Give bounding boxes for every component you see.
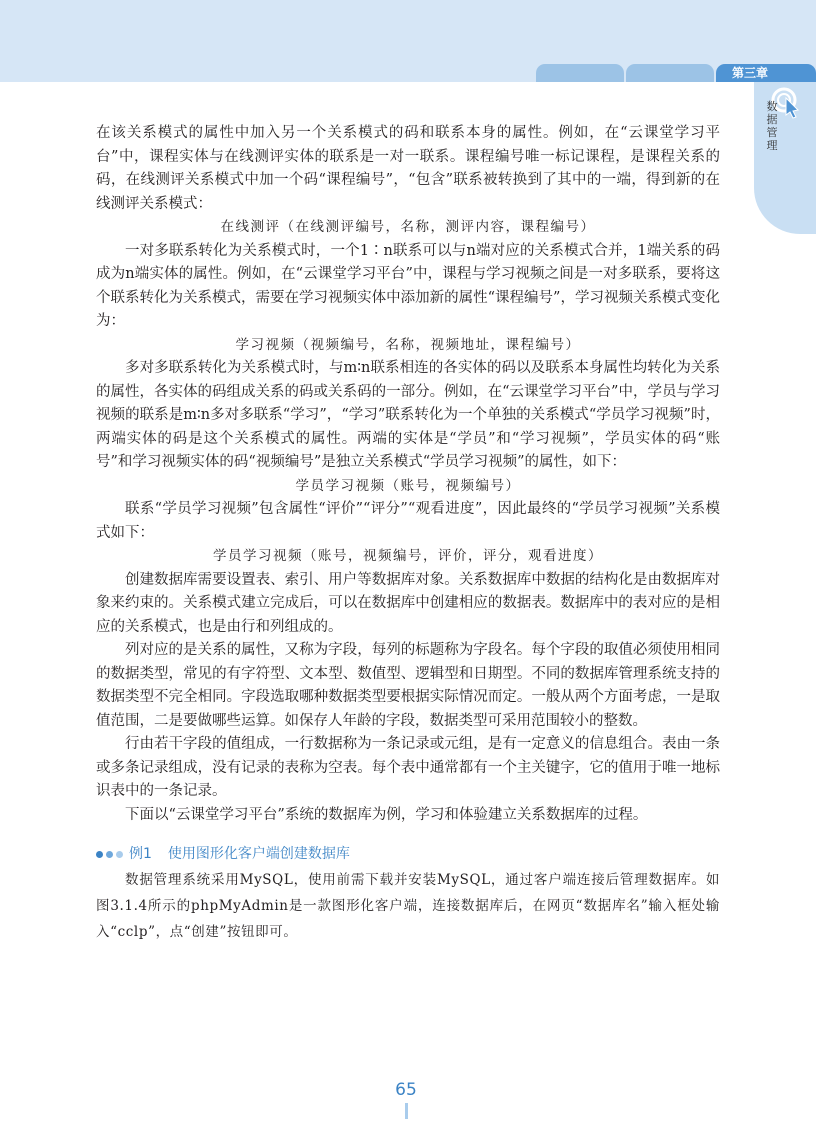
paragraph: 一对多联系转化为关系模式时，一个1∶n联系可以与n端对应的关系模式合并，1端关系的码成为n端实体的属性。例如，在“云课堂学习平台”中，课程与学习视频之间是一对多联系，要将这个联系转化为关系模式，需要在学习视频实体中添加新的属性“课程编号”，学习视频关系模式变化为：	[96, 242, 720, 329]
example-number: 例1	[129, 846, 152, 862]
relation-schema: 学员学习视频（账号，视频编号，评价，评分，观看进度）	[213, 548, 603, 564]
dot	[96, 851, 103, 858]
dot	[106, 851, 113, 858]
side-label-char: 据	[766, 113, 778, 126]
chapter-tab-decor-2	[626, 64, 714, 82]
chapter-tab-strip	[0, 64, 816, 82]
side-label-char: 管	[766, 126, 778, 139]
page-body	[96, 122, 720, 945]
paragraph: 多对多联系转化为关系模式时，与m∶n联系相连的各实体的码以及联系本身属性均转化为关系的属性，各实体的码组成关系的码或关系码的一部分。例如，在“云课堂学习平台”中，学员与学习视频的联系是m∶n多对多联系“学习”，“学习”联系转化为一个单独的关系模式“学员学习视频”时，两端实体的码是这个关系模式的属性。两端的实体是“学员”和“学习视频”，学员实体的码“账号”和学习视频实体的码“视频编号”是独立关系模式“学员学习视频”的属性，如下：	[96, 360, 720, 470]
page-number-bar	[405, 1103, 408, 1119]
example-heading	[96, 843, 720, 867]
chapter-tab-decor-1	[536, 64, 624, 82]
side-section-label	[764, 100, 780, 152]
relation-schema: 学习视频（视频编号，名称，视频地址，课程编号）	[235, 336, 581, 353]
side-label-char: 数	[766, 100, 778, 113]
paragraph: 列对应的是关系的属性，又称为字段，每列的标题称为字段名。每个字段的取值必须使用相同的数据类型，常见的有字符型、文本型、数值型、逻辑型和日期型。不同的数据库管理系统支持的数据类型不完全相同。字段选取哪种数据类型要根据实际情况而定。一般从两个方面考虑，一是取值范围，二是要做哪些运算。如保存人年龄的字段，数据类型可采用范围较小的整数。	[96, 642, 720, 729]
page-number: 65	[395, 1080, 417, 1100]
paragraph: 创建数据库需要设置表、索引、用户等数据库对象。关系数据库中数据的结构化是由数据库对象来约束的。关系模式建立完成后，可以在数据库中创建相应的数据表。数据库中的表对应的是相应的关系模式，也是由行和列组成的。	[96, 571, 720, 635]
dot	[116, 851, 123, 858]
paragraph: 行由若干字段的值组成，一行数据称为一条记录或元组，是有一定意义的信息组合。表由一条或多条记录组成，没有记录的表称为空表。每个表中通常都有一个主关键字，它的值用于唯一地标识表中的一条记录。	[96, 736, 720, 799]
chapter-label: 第三章	[732, 66, 769, 80]
bullet-dots-icon	[96, 851, 123, 858]
paragraph: 联系“学员学习视频”包含属性“评价”“评分”“观看进度”，因此最终的“学员学习视频”关系模式如下：	[96, 501, 720, 541]
example-title: 使用图形化客户端创建数据库	[167, 846, 350, 862]
relation-schema: 学员学习视频（账号，视频编号）	[295, 477, 521, 494]
relation-schema: 在线测评（在线测评编号，名称，测评内容，课程编号）	[220, 219, 596, 235]
paragraph: 下面以“云课堂学习平台”系统的数据库为例，学习和体验建立关系数据库的过程。	[125, 806, 648, 823]
paragraph: 在该关系模式的属性中加入另一个关系模式的码和联系本身的属性。例如，在“云课堂学习平台”中，课程实体与在线测评实体的联系是一对一联系。课程编号唯一标记课程，是课程关系的码，在线测评关系模式中加一个码“课程编号”，“包含”联系被转换到了其中的一端，得到新的在线测评关系模式：	[96, 125, 720, 212]
side-label-char: 理	[766, 139, 778, 152]
example-body: 数据管理系统采用MySQL，使用前需下载并安装MySQL，通过客户端连接后管理数据库。如图3.1.4所示的phpMyAdmin是一款图形化客户端，连接数据库后，在网页“数据库名”输入框处输入“cclp”，点“创建”按钮即可。	[96, 871, 720, 940]
